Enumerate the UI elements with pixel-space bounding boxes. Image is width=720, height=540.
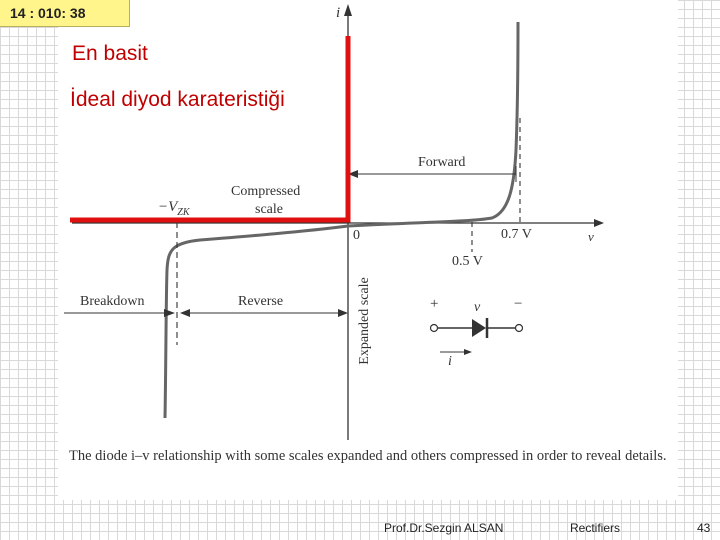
- reverse-arrowhead-right: [338, 309, 348, 317]
- diode-minus-label: −: [514, 296, 523, 312]
- diode-symbol: [431, 318, 523, 355]
- diode-current-label: i: [448, 354, 452, 369]
- slide-title-line-1: En basit: [72, 42, 148, 65]
- vzk-label: [158, 199, 190, 218]
- origin-label: 0: [353, 228, 360, 243]
- slide-title-line-2: İdeal diyod karateristiği: [70, 88, 285, 111]
- footer-author: Prof.Dr.Sezgin ALSAN: [384, 521, 504, 535]
- slide-badge: 14 : 010: 38: [0, 0, 130, 27]
- breakdown-label: Breakdown: [80, 294, 145, 309]
- i-axis-label: i: [336, 5, 341, 21]
- seven-tenths-volt-label: 0.7 V: [501, 227, 532, 242]
- half-volt-label: 0.5 V: [452, 254, 483, 269]
- forward-label: Forward: [418, 155, 466, 170]
- diode-voltage-label: v: [474, 300, 481, 315]
- breakdown-arrowhead: [164, 309, 175, 317]
- compressed-scale-label-1: Compressed: [231, 184, 301, 199]
- footer-page-number: 43: [697, 521, 711, 535]
- vzk-label-subscript: ZK: [177, 207, 190, 218]
- v-axis-label: v: [588, 229, 594, 244]
- reverse-arrowhead-left: [180, 309, 190, 317]
- footer-topic: Rectifiers: [570, 521, 621, 535]
- diode-plus-label: +: [430, 296, 439, 312]
- reverse-label: Reverse: [238, 294, 284, 309]
- i-axis-arrow: [344, 4, 352, 16]
- vzk-label-main: −V: [158, 199, 178, 215]
- compressed-scale-label-2: scale: [255, 202, 283, 217]
- expanded-scale-label: Expanded scale: [357, 277, 372, 365]
- v-axis-arrow: [594, 219, 604, 227]
- figure-caption: The diode i–v relationship with some scales expanded and others compressed in order to reveal details.: [69, 448, 667, 464]
